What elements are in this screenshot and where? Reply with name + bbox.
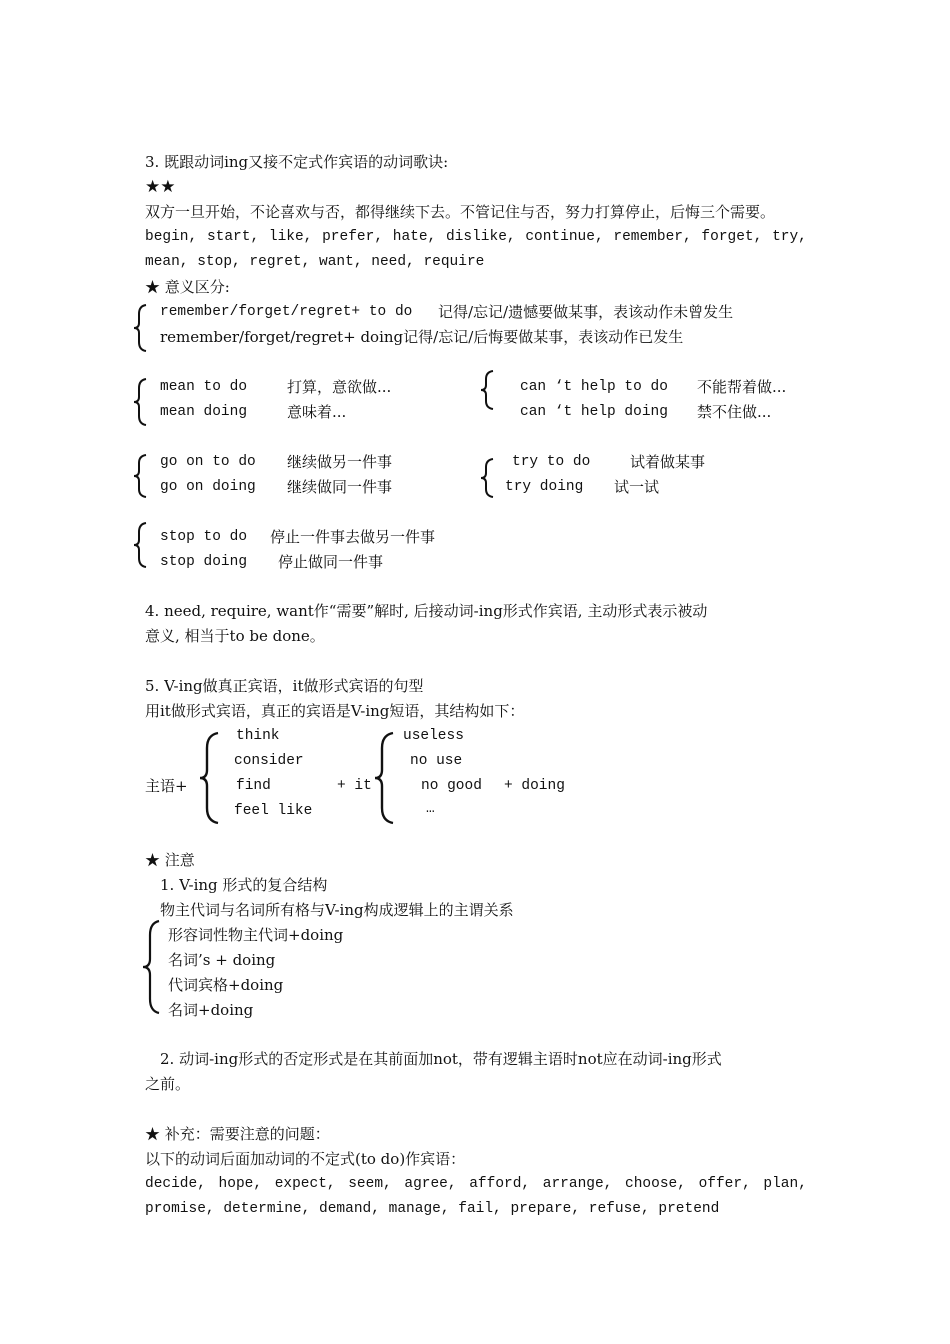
subject-label: 主语+ (145, 777, 188, 795)
mean-doing: mean doing (160, 404, 248, 420)
go-on-todo: go on to do (160, 454, 256, 470)
mean-todo: mean to do (160, 379, 248, 395)
verb-option: feel like (234, 803, 313, 819)
form-item: 名词+doing (168, 1001, 254, 1019)
verb: hate, (392, 229, 437, 245)
note-item-2-line-2: 之前。 (145, 1075, 191, 1093)
left-brace-icon (133, 304, 149, 352)
stop-doing-meaning: 停止做同一件事 (278, 553, 384, 571)
verb: continue, (525, 229, 604, 245)
verb: prefer, (322, 229, 384, 245)
left-brace-icon (373, 732, 397, 824)
try-todo: try to do (512, 454, 591, 470)
form-item: 形容词性物主代词+doing (168, 926, 344, 944)
verb: start, (206, 229, 260, 245)
remember-todo-meaning: 记得/忘记/遗憾要做某事，表该动作未曾发生 (438, 303, 734, 321)
verb: seem, (348, 1176, 392, 1192)
left-brace-icon (480, 370, 496, 410)
go-on-todo-meaning: 继续做另一件事 (287, 453, 393, 471)
verb-option: find (236, 778, 271, 794)
note-heading: ★ 注意 (145, 851, 195, 869)
verb: begin, (145, 229, 198, 245)
verbs-line-2: mean, stop, regret, want, need, require (145, 254, 485, 270)
rhyme-text: 双方一旦开始，不论喜欢与否，都得继续下去。不管记住与否，努力打算停止，后悔三个需要。 (145, 203, 776, 221)
cant-help-doing: can ‘t help doing (520, 404, 668, 420)
stars-rating: ★★ (145, 177, 176, 197)
try-todo-meaning: 试着做某事 (630, 453, 706, 471)
left-brace-icon (133, 522, 149, 568)
note-item-1: 1. V-ing 形式的复合结构 (160, 876, 328, 894)
mean-doing-meaning: 意味着... (287, 403, 347, 421)
section-5-intro: 用it做形式宾语，真正的宾语是V-ing短语，其结构如下： (145, 702, 525, 720)
section-3-title: 3. 既跟动词ing又接不定式作宾语的动词歌诀: (145, 153, 449, 171)
form-item: 代词宾格+doing (168, 976, 284, 994)
verb: remember, (613, 229, 692, 245)
cant-help-todo-meaning: 不能帮着做... (697, 378, 787, 396)
note-item-1-desc: 物主代词与名词所有格与V-ing构成逻辑上的主谓关系 (160, 901, 514, 919)
adj-option: no use (410, 753, 463, 769)
cant-help-todo: can ‘t help to do (520, 379, 668, 395)
verb-option: consider (234, 753, 304, 769)
verb: offer, (698, 1176, 751, 1192)
go-on-doing-meaning: 继续做同一件事 (287, 478, 393, 496)
meaning-heading: ★ 意义区分: (145, 278, 230, 296)
adj-option: … (426, 801, 435, 817)
left-brace-icon (133, 454, 149, 498)
section-4-line-2: 意义, 相当于to be done。 (145, 627, 325, 645)
mean-todo-meaning: 打算，意欲做... (287, 378, 392, 396)
section-5-title: 5. V-ing做真正宾语，it做形式宾语的句型 (145, 677, 424, 695)
left-brace-icon (133, 378, 149, 426)
form-item: 名词’s + doing (168, 951, 276, 969)
supplement-intro: 以下的动词后面加动词的不定式(to do)作宾语： (145, 1150, 466, 1168)
left-brace-icon (198, 732, 222, 824)
verb: expect, (274, 1176, 336, 1192)
supplement-verbs-line-2: promise, determine, demand, manage, fail, prepare, refuse, pretend (145, 1201, 720, 1217)
remember-todo: remember/forget/regret+ to do (160, 304, 413, 320)
supplement-verbs-line-1 (145, 1174, 807, 1194)
remember-doing: remember/forget/regret+ doing记得/忘记/后悔要做某事，表该动作已发生 (160, 328, 684, 346)
stop-todo: stop to do (160, 529, 248, 545)
verb-option: think (236, 728, 280, 744)
verb: try, (772, 229, 807, 245)
verb: arrange, (542, 1176, 613, 1192)
stop-doing: stop doing (160, 554, 248, 570)
go-on-doing: go on doing (160, 479, 256, 495)
verb: hope, (218, 1176, 263, 1192)
plus-doing: + doing (504, 778, 565, 794)
adj-option: no good (421, 778, 482, 794)
verb: choose, (625, 1176, 686, 1192)
verbs-line-1 (145, 227, 807, 247)
supplement-heading: ★ 补充：需要注意的问题： (145, 1125, 330, 1143)
left-brace-icon (480, 458, 496, 498)
try-doing-meaning: 试一试 (614, 478, 660, 496)
section-4-line-1: 4. need, require, want作“需要”解时, 后接动词-ing形式作宾语, 主动形式表示被动 (145, 602, 708, 620)
stop-todo-meaning: 停止一件事去做另一件事 (270, 528, 436, 546)
left-brace-icon (142, 920, 162, 1014)
verb: plan, (763, 1176, 807, 1192)
cant-help-doing-meaning: 禁不住做... (697, 403, 772, 421)
verb: forget, (701, 229, 763, 245)
verb: dislike, (445, 229, 516, 245)
verb: afford, (469, 1176, 531, 1192)
plus-it: + it (337, 778, 372, 794)
verb: like, (268, 229, 313, 245)
verb: decide, (145, 1176, 206, 1192)
adj-option: useless (403, 728, 464, 744)
try-doing: try doing (505, 479, 584, 495)
verb: agree, (404, 1176, 457, 1192)
note-item-2-line-1: 2. 动词-ing形式的否定形式是在其前面加not，带有逻辑主语时not应在动词-ing形式 (160, 1050, 722, 1068)
